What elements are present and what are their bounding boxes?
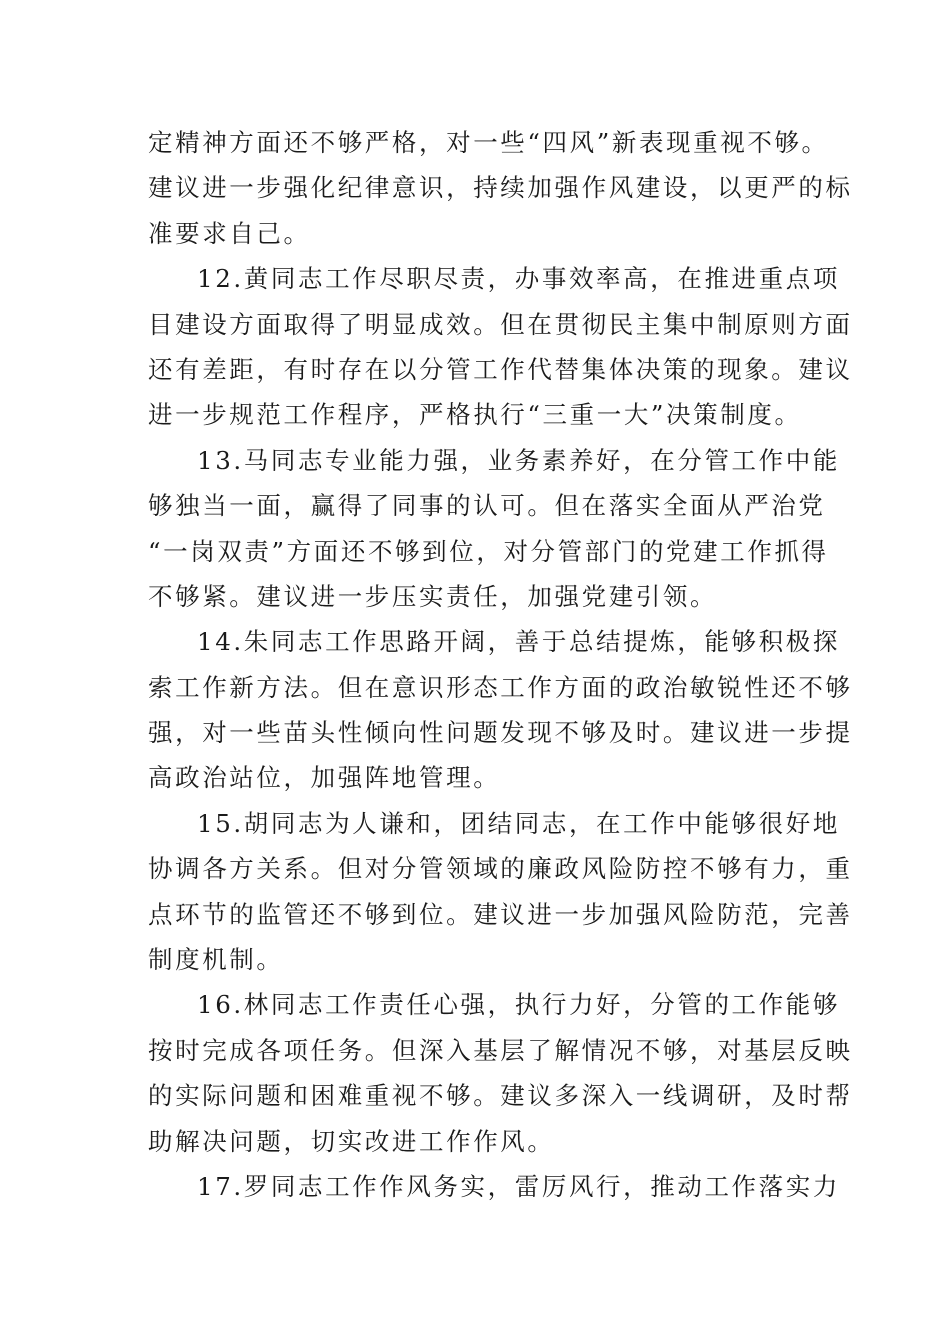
text-line: 助解决问题，切实改进工作作风。 bbox=[148, 1126, 555, 1156]
paragraph-16-start: 16.林同志工作责任心强，执行力好，分管的工作能够 bbox=[197, 990, 840, 1020]
paragraph-13-start: 13.马同志专业能力强，业务素养好，在分管工作中能 bbox=[197, 445, 840, 475]
text-line: 建议进一步强化纪律意识，持续加强作风建设，以更严的标 bbox=[148, 173, 853, 203]
text-line: 不够紧。建议进一步压实责任，加强党建引领。 bbox=[148, 581, 718, 611]
text-line: 还有差距，有时存在以分管工作代替集体决策的现象。建议 bbox=[148, 354, 853, 384]
text-line: 的实际问题和困难重视不够。建议多深入一线调研，及时帮 bbox=[148, 1081, 853, 1111]
text-line: 准要求自己。 bbox=[148, 218, 311, 248]
text-line: 索工作新方法。但在意识形态工作方面的政治敏锐性还不够 bbox=[148, 672, 853, 702]
paragraph-15-start: 15.胡同志为人谦和，团结同志，在工作中能够很好地 bbox=[197, 808, 840, 838]
text-line: 目建设方面取得了明显成效。但在贯彻民主集中制原则方面 bbox=[148, 309, 853, 339]
text-line: 按时完成各项任务。但深入基层了解情况不够，对基层反映 bbox=[148, 1035, 853, 1065]
text-line: 强，对一些苗头性倾向性问题发现不够及时。建议进一步提 bbox=[148, 718, 853, 748]
text-line: 制度机制。 bbox=[148, 945, 284, 975]
text-line: 点环节的监管还不够到位。建议进一步加强风险防范，完善 bbox=[148, 899, 853, 929]
text-line: 够独当一面，赢得了同事的认可。但在落实全面从严治党 bbox=[148, 491, 826, 521]
document-body bbox=[148, 120, 853, 1209]
text-line: 高政治站位，加强阵地管理。 bbox=[148, 763, 501, 793]
text-line: “一岗双责”方面还不够到位，对分管部门的党建工作抓得 bbox=[148, 536, 829, 566]
text-line: 定精神方面还不够严格，对一些“四风”新表现重视不够。 bbox=[148, 128, 829, 157]
paragraph-17-start: 17.罗同志工作作风务实，雷厉风行，推动工作落实力 bbox=[197, 1171, 840, 1201]
paragraph-12-start: 12.黄同志工作尽职尽责，办事效率高，在推进重点项 bbox=[197, 264, 840, 294]
text-line: 协调各方关系。但对分管领域的廉政风险防控不够有力，重 bbox=[148, 854, 853, 884]
paragraph-14-start: 14.朱同志工作思路开阔，善于总结提炼，能够积极探 bbox=[197, 627, 840, 657]
text-line: 进一步规范工作程序，严格执行“三重一大”决策制度。 bbox=[148, 400, 802, 430]
